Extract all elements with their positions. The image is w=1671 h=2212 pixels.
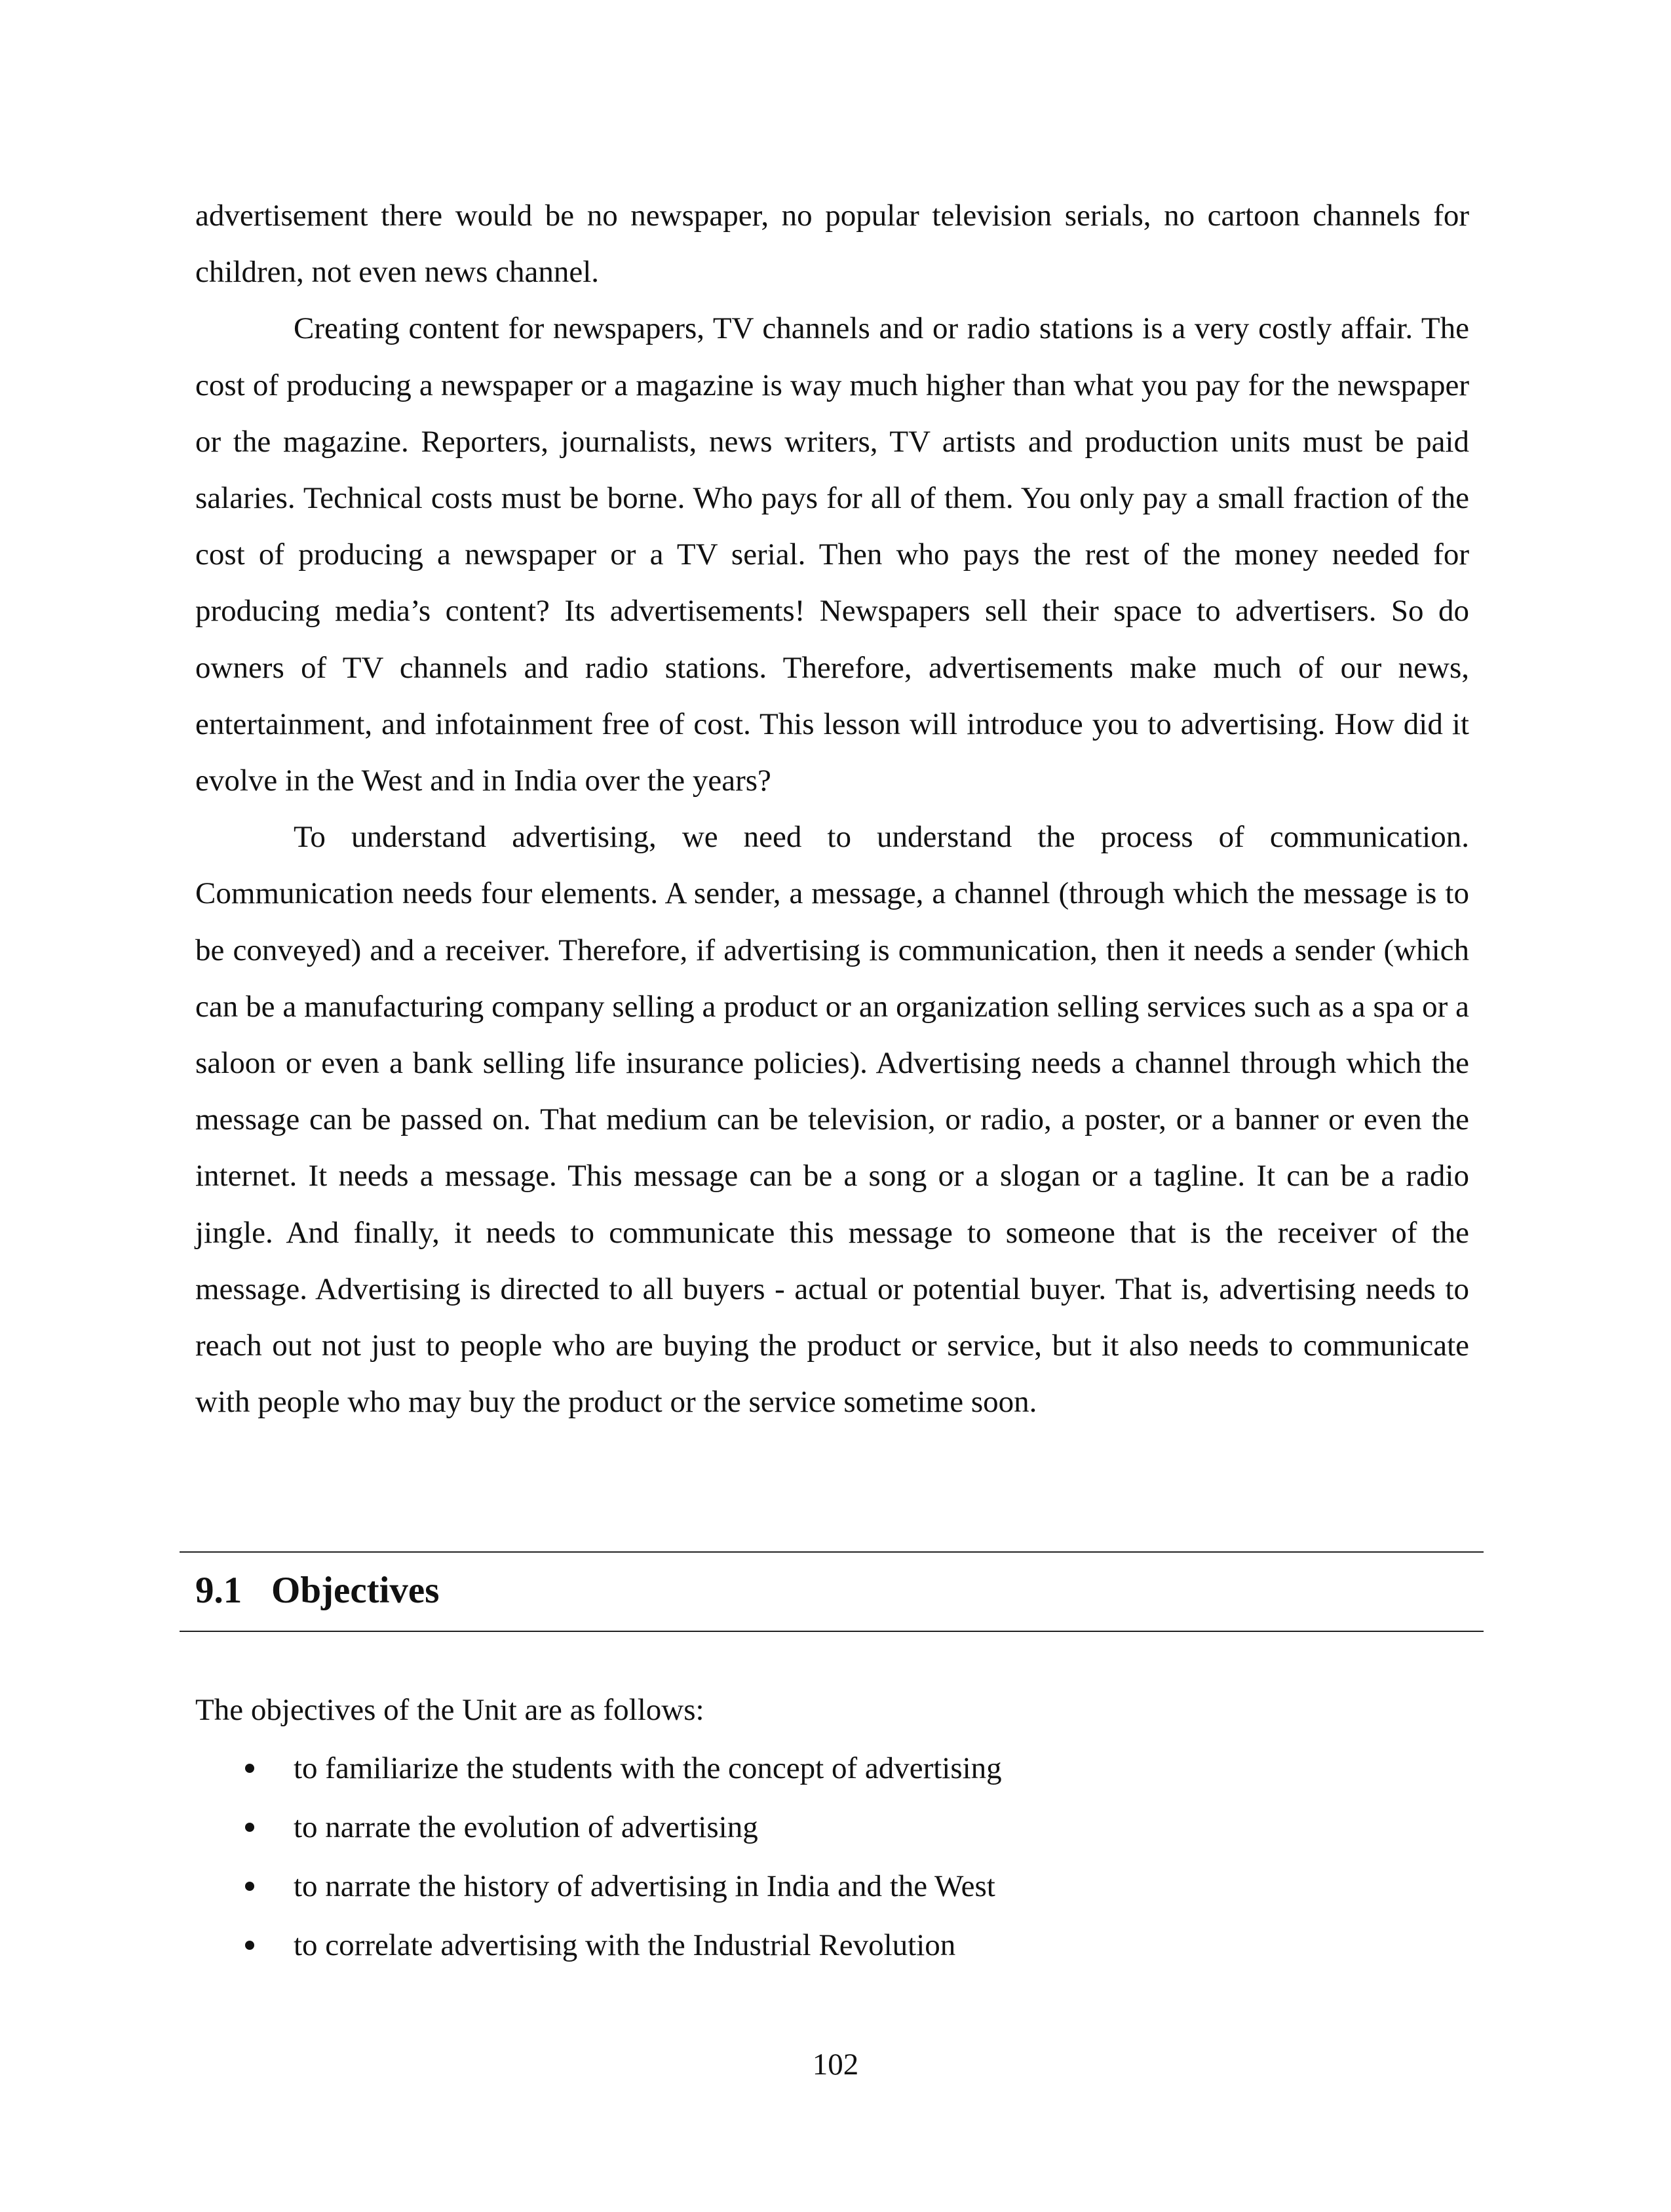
list-item <box>195 1857 1002 1916</box>
objectives-intro: The objectives of the Unit are as follows: <box>195 1693 704 1727</box>
bullet-icon <box>245 1764 254 1773</box>
paragraph-communication: To understand advertising, we need to understand the process of communication. Communication needs four elements. A sender, a message, a channel (through which the message is to be conveyed) and a receiver. Therefore, if advertising is communication, then it needs a sender (which can be a manufacturing company selling a product or an organization selling services such as a spa or a saloon or even a bank selling life insurance policies). Advertising needs a channel through which the message can be passed on. That medium can be television, or radio, a poster, or a banner or even the internet. It needs a message. This message can be a song or a slogan or a tagline. It can be a radio jingle. And finally, it needs to communicate this message to someone that is the receiver of the message. Advertising is directed to all buyers - actual or potential buyer. That is, advertising needs to reach out not just to people who are buying the product or service, but it also needs to communicate with people who may buy the product or the service sometime soon. <box>195 820 1469 1420</box>
section-rule-bottom <box>180 1631 1484 1632</box>
list-item <box>195 1916 1002 1975</box>
body-text <box>195 187 1469 1430</box>
bullet-icon <box>245 1823 254 1832</box>
section-rule-top <box>180 1551 1484 1553</box>
list-item <box>195 1739 1002 1798</box>
section-title: Objectives <box>271 1570 440 1611</box>
paragraph-media-costs: Creating content for newspapers, TV channels and or radio stations is a very costly affair. The cost of producing a newspaper or a magazine is way much higher than what you pay for the newspaper or the magazine. Reporters, journalists, news writers, TV artists and production units must be paid salaries. Technical costs must be borne. Who pays for all of them. You only pay a small fraction of the cost of producing a newspaper or a TV serial. Then who pays the rest of the money needed for producing media’s content? Its advertisements! Newspapers sell their space to advertisers. So do owners of TV channels and radio stations. Therefore, advertisements make much of our news, entertainment, and infotainment free of cost. This lesson will introduce you to advertising. How did it evolve in the West and in India over the years? <box>195 311 1469 798</box>
bullet-icon <box>245 1882 254 1891</box>
section-heading <box>195 1567 439 1614</box>
list-item-text: to correlate advertising with the Industrial Revolution <box>294 1928 956 1962</box>
list-item-text: to familiarize the students with the concept of advertising <box>294 1751 1002 1785</box>
list-item-text: to narrate the evolution of advertising <box>294 1810 758 1844</box>
list-item <box>195 1798 1002 1857</box>
bullet-icon <box>245 1941 254 1950</box>
page-number: 102 <box>812 2047 859 2082</box>
section-number: 9.1 <box>195 1570 242 1611</box>
list-item-text: to narrate the history of advertising in India and the West <box>294 1869 995 1903</box>
objectives-list <box>195 1739 1002 1975</box>
paragraph-continuation: advertisement there would be no newspaper, no popular television serials, no cartoon channels for children, not even news channel. <box>195 199 1469 290</box>
